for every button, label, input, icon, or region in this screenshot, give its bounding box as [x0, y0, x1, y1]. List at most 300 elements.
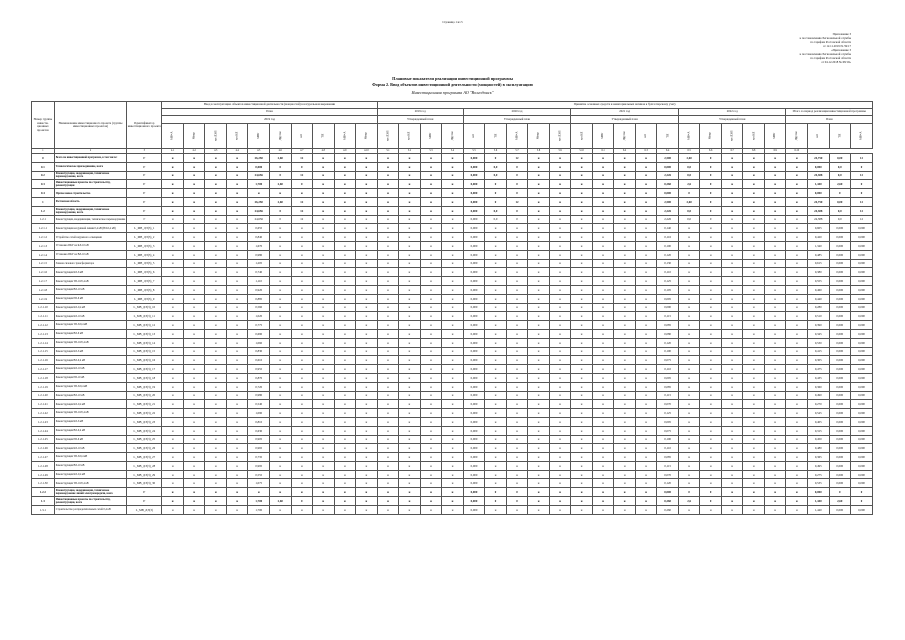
table-row [32, 321, 873, 330]
row-value-cell: 0,390 [808, 321, 830, 330]
row-value-cell: н [334, 435, 356, 444]
row-value-cell: н [205, 250, 227, 259]
row-value-cell: н [721, 470, 743, 479]
row-value-cell: н [269, 285, 291, 294]
row-value-cell: н [678, 329, 700, 338]
row-value-cell: н [786, 497, 808, 506]
row-value-cell: н [635, 250, 657, 259]
row-value-cell: н [420, 197, 442, 206]
row-value-cell: н [334, 426, 356, 435]
row-value-cell: н [592, 329, 614, 338]
table-row [32, 154, 873, 163]
table-row [32, 224, 873, 233]
row-value-cell: 0,000 [463, 303, 485, 312]
row-value-cell: н [743, 338, 765, 347]
row-value-cell: н [721, 215, 743, 224]
row-id-cell: 0.2 [32, 171, 55, 180]
row-value-cell: н [506, 233, 528, 242]
row-value-cell: 0,095 [657, 417, 679, 426]
row-value-cell: н [485, 461, 507, 470]
row-value-cell: н [356, 215, 378, 224]
row-value-cell: н [399, 400, 421, 409]
table-row [32, 453, 873, 462]
row-value-cell: н [743, 197, 765, 206]
row-value-cell: н [313, 505, 335, 514]
row-id-cell: 1.2.1.11 [32, 312, 55, 321]
row-value-cell: н [485, 391, 507, 400]
row-value-cell: н [334, 373, 356, 382]
row-value-cell: н [635, 400, 657, 409]
row-value-cell: н [183, 356, 205, 365]
row-value-cell: н [356, 180, 378, 189]
row-value-cell: н [743, 373, 765, 382]
table-row [32, 329, 873, 338]
row-value-cell: 0,000 [851, 303, 873, 312]
row-value-cell: 0 [269, 215, 291, 224]
row-code-cell: L_МВ_ДЭ(3)_21 [127, 400, 162, 409]
row-value-cell: н [721, 162, 743, 171]
row-value-cell: н [614, 189, 636, 198]
row-value-cell: н [592, 294, 614, 303]
row-value-cell: н [420, 268, 442, 277]
row-value-cell: н [571, 189, 593, 198]
row-value-cell: н [592, 277, 614, 286]
row-value-cell: н [269, 312, 291, 321]
row-value-cell: н [377, 409, 399, 418]
row-value-cell: н [721, 312, 743, 321]
row-value-cell: 0,140 [657, 224, 679, 233]
row-code-cell: L_МВ_ДЭ(3)_8 [127, 285, 162, 294]
row-value-cell: н [162, 382, 184, 391]
row-value-cell: н [377, 470, 399, 479]
row-value-cell: н [614, 233, 636, 242]
row-value-cell: 0,000 [657, 488, 679, 497]
row-code-cell: L_МВ_ДЭ(3)_4 [127, 250, 162, 259]
header-year-2019: 2019 год [377, 109, 463, 116]
row-value-cell: н [377, 197, 399, 206]
row-value-cell: н [743, 259, 765, 268]
row-value-cell: 24,388 [808, 171, 830, 180]
row-value-cell: н [442, 206, 464, 215]
row-value-cell: н [399, 259, 421, 268]
row-value-cell: н [635, 347, 657, 356]
row-value-cell: 1,110 [248, 277, 270, 286]
row-value-cell: 0,000 [463, 268, 485, 277]
row-value-cell: н [313, 426, 335, 435]
row-value-cell: н [205, 162, 227, 171]
row-value-cell: н [269, 338, 291, 347]
row-value-cell: н [635, 444, 657, 453]
row-value-cell: 0,450 [808, 435, 830, 444]
row-value-cell: 1,205 [248, 259, 270, 268]
row-value-cell: н [162, 250, 184, 259]
row-value-cell: н [442, 285, 464, 294]
row-value-cell: н [420, 365, 442, 374]
row-value-cell: н [377, 241, 399, 250]
row-value-cell: 1,440 [808, 505, 830, 514]
row-value-cell: н [162, 259, 184, 268]
row-value-cell: 0,0 [485, 206, 507, 215]
row-value-cell: н [635, 356, 657, 365]
row-value-cell: н [678, 241, 700, 250]
row-value-cell: н [420, 347, 442, 356]
row-value-cell: 0 [485, 154, 507, 163]
row-value-cell: н [571, 435, 593, 444]
row-value-cell: н [786, 479, 808, 488]
header-project-name: Наименование инвестиционного проекта (группы инвестиционных проектов) [54, 102, 126, 149]
table-row [32, 206, 873, 215]
row-value-cell: 0,115 [657, 461, 679, 470]
table-row [32, 391, 873, 400]
header-column-number: 5.6 [485, 149, 507, 154]
row-value-cell: н [269, 382, 291, 391]
row-code-cell: L_МВ_ДЭ(3)_11 [127, 312, 162, 321]
row-value-cell: н [678, 224, 700, 233]
row-value-cell: н [764, 435, 786, 444]
row-value-cell: н [635, 154, 657, 163]
row-value-cell: н [356, 303, 378, 312]
row-value-cell: н [205, 470, 227, 479]
row-value-cell: н [356, 426, 378, 435]
row-value-cell: н [291, 285, 313, 294]
header-unit: ТП [829, 124, 851, 149]
row-value-cell: н [226, 497, 248, 506]
row-value-cell: н [614, 409, 636, 418]
row-value-cell: н [420, 356, 442, 365]
row-name-cell: Реконструкция РП-10 кВ [54, 373, 126, 382]
row-value-cell: н [334, 162, 356, 171]
row-value-cell: 24,388 [808, 215, 830, 224]
row-value-cell: н [162, 224, 184, 233]
row-value-cell: н [549, 488, 571, 497]
row-value-cell: 0,530 [808, 338, 830, 347]
row-value-cell: н [614, 505, 636, 514]
row-value-cell: н [442, 154, 464, 163]
row-value-cell: н [786, 373, 808, 382]
row-value-cell: 0,0 [829, 215, 851, 224]
row-value-cell: 0 [485, 180, 507, 189]
row-id-cell: 1.2.1.19 [32, 382, 55, 391]
row-value-cell: н [226, 312, 248, 321]
row-value-cell: н [205, 391, 227, 400]
row-value-cell: 0,000 [463, 461, 485, 470]
row-value-cell: 0,0 [678, 162, 700, 171]
row-value-cell: н [592, 479, 614, 488]
row-value-cell: 0,000 [657, 189, 679, 198]
table-row [32, 215, 873, 224]
row-value-cell: 0,000 [829, 409, 851, 418]
row-value-cell: н [764, 303, 786, 312]
header-year-2020: 2020 год [463, 109, 571, 116]
row-value-cell: н [162, 373, 184, 382]
row-value-cell: н [721, 189, 743, 198]
row-value-cell: н [528, 250, 550, 259]
row-value-cell: н [420, 373, 442, 382]
row-value-cell: н [442, 189, 464, 198]
row-value-cell: н [592, 461, 614, 470]
row-value-cell: н [678, 417, 700, 426]
row-name-cell: Установка ПКУ на ВЛ-10 кВ [54, 250, 126, 259]
row-name-cell: Реконструкция КЛ-6 кВ [54, 347, 126, 356]
row-value-cell: н [614, 365, 636, 374]
row-value-cell: н [571, 391, 593, 400]
row-value-cell: н [764, 461, 786, 470]
row-value-cell: н [549, 303, 571, 312]
row-value-cell: н [183, 241, 205, 250]
row-value-cell: 0,270 [808, 400, 830, 409]
row-value-cell: н [743, 180, 765, 189]
row-value-cell: 0,980 [248, 250, 270, 259]
row-value-cell: н [571, 426, 593, 435]
row-value-cell: н [313, 215, 335, 224]
header-year-2021: 2021 год [571, 109, 679, 116]
row-value-cell: н [549, 497, 571, 506]
row-value-cell: н [205, 171, 227, 180]
row-value-cell: н [592, 154, 614, 163]
row-value-cell: 0,260 [657, 180, 679, 189]
row-value-cell: н [226, 233, 248, 242]
row-value-cell: н [399, 233, 421, 242]
row-value-cell: н [721, 505, 743, 514]
row-value-cell: н [635, 303, 657, 312]
row-value-cell: н [291, 400, 313, 409]
row-value-cell: н [721, 356, 743, 365]
header-column-number: 4.6 [269, 149, 291, 154]
row-value-cell: 0,365 [808, 453, 830, 462]
row-value-cell: 0 [506, 206, 528, 215]
row-value-cell: н [678, 303, 700, 312]
row-value-cell: н [635, 488, 657, 497]
row-value-cell: н [162, 400, 184, 409]
row-value-cell: 0,415 [808, 347, 830, 356]
row-value-cell: н [334, 505, 356, 514]
row-value-cell: н [399, 365, 421, 374]
row-value-cell: н [291, 224, 313, 233]
row-value-cell: н [420, 215, 442, 224]
row-value-cell: н [614, 171, 636, 180]
row-value-cell: 0,000 [851, 461, 873, 470]
annex-line: от 12.11.2019 № 59/17 [822, 44, 851, 48]
row-value-cell: н [786, 294, 808, 303]
table-row [32, 488, 873, 497]
row-value-cell: н [205, 259, 227, 268]
row-value-cell: 12 [291, 215, 313, 224]
row-value-cell: н [528, 409, 550, 418]
row-value-cell: 0,000 [463, 233, 485, 242]
row-value-cell: 12 [506, 154, 528, 163]
row-value-cell: н [528, 312, 550, 321]
row-value-cell: н [313, 189, 335, 198]
row-value-cell: н [313, 365, 335, 374]
row-value-cell: 0,000 [463, 347, 485, 356]
header-unit: ТП [657, 124, 679, 149]
row-name-cell: Реконструкция ВЛ-6 кВ [54, 329, 126, 338]
row-value-cell: н [399, 409, 421, 418]
row-value-cell: н [313, 382, 335, 391]
row-value-cell: н [183, 470, 205, 479]
row-value-cell: н [506, 285, 528, 294]
row-value-cell: 12 [851, 154, 873, 163]
row-value-cell: н [269, 233, 291, 242]
row-value-cell: 12 [851, 215, 873, 224]
row-value-cell: н [528, 162, 550, 171]
row-value-cell: н [571, 382, 593, 391]
row-value-cell: н [269, 373, 291, 382]
row-name-cell: Реконструкция КЛ-6 кВ [54, 417, 126, 426]
row-value-cell: н [226, 382, 248, 391]
row-value-cell: н [313, 259, 335, 268]
row-code-cell: L_МВ_ДЭ(3)_16 [127, 356, 162, 365]
row-value-cell: 1,075 [248, 479, 270, 488]
row-name-cell: Реконструкция КЛ-6 кВ [54, 268, 126, 277]
row-value-cell: н [226, 435, 248, 444]
row-value-cell: 0,000 [829, 329, 851, 338]
row-value-cell: 0 [506, 171, 528, 180]
row-value-cell: н [356, 294, 378, 303]
row-value-cell: 0,000 [463, 259, 485, 268]
row-value-cell: 0,655 [248, 224, 270, 233]
row-value-cell: н [377, 373, 399, 382]
row-value-cell: 0,810 [248, 417, 270, 426]
row-value-cell: н [162, 197, 184, 206]
row-value-cell: н [592, 417, 614, 426]
row-value-cell: н [678, 233, 700, 242]
table-row [32, 400, 873, 409]
row-value-cell: н [442, 197, 464, 206]
row-value-cell: н [592, 391, 614, 400]
row-value-cell: н [528, 329, 550, 338]
row-value-cell: н [592, 180, 614, 189]
header-accounting: Принятие основных средств и нематериальных активов к бухгалтерскому учету [377, 102, 872, 109]
row-value-cell: 0,000 [829, 303, 851, 312]
row-value-cell: н [162, 268, 184, 277]
row-value-cell: н [528, 233, 550, 242]
row-value-cell: 0,085 [657, 382, 679, 391]
row-value-cell: 2,226 [657, 215, 679, 224]
row-value-cell: н [528, 356, 550, 365]
row-value-cell: н [420, 312, 442, 321]
row-value-cell: н [592, 259, 614, 268]
row-value-cell: н [721, 268, 743, 277]
row-value-cell: 0,0 [678, 215, 700, 224]
row-value-cell: н [721, 453, 743, 462]
row-value-cell: н [183, 180, 205, 189]
row-value-cell: н [183, 206, 205, 215]
row-value-cell: н [399, 497, 421, 506]
row-value-cell: н [226, 250, 248, 259]
row-value-cell: н [334, 206, 356, 215]
row-value-cell: н [549, 277, 571, 286]
row-value-cell: н [183, 321, 205, 330]
row-value-cell: н [291, 417, 313, 426]
row-value-cell: н [269, 505, 291, 514]
row-value-cell: н [356, 321, 378, 330]
row-value-cell: н [420, 259, 442, 268]
row-value-cell: 0,000 [851, 426, 873, 435]
row-value-cell: н [786, 189, 808, 198]
row-value-cell: н [528, 470, 550, 479]
row-value-cell: н [377, 444, 399, 453]
row-value-cell: 0,0 [485, 215, 507, 224]
row-name-cell: Реконструкция воздушной линии 0,4 кВ (ВЛ-0,4 кВ) [54, 224, 126, 233]
row-value-cell: н [377, 250, 399, 259]
row-code-cell: L_МВ_ДЭ(3)_29 [127, 470, 162, 479]
row-value-cell: н [764, 162, 786, 171]
row-value-cell: н [549, 426, 571, 435]
row-value-cell: н [485, 444, 507, 453]
row-id-cell: 1.2.1.15 [32, 347, 55, 356]
row-value-cell: н [420, 470, 442, 479]
row-value-cell: н [377, 382, 399, 391]
row-value-cell: н [420, 250, 442, 259]
row-value-cell: н [183, 285, 205, 294]
row-value-cell: 0,630 [248, 426, 270, 435]
row-value-cell: н [183, 312, 205, 321]
row-value-cell: н [205, 426, 227, 435]
row-value-cell: 0,305 [808, 356, 830, 365]
row-id-cell: 1.2.1.16 [32, 356, 55, 365]
row-value-cell: н [635, 338, 657, 347]
row-value-cell: н [377, 268, 399, 277]
row-value-cell: н [549, 321, 571, 330]
row-value-cell: н [571, 409, 593, 418]
row-value-cell: н [420, 497, 442, 506]
row-value-cell: 0,490 [808, 391, 830, 400]
table-row [32, 497, 873, 506]
header-column-number: 4.7 [291, 149, 313, 154]
table-row [32, 409, 873, 418]
row-value-cell: 0,000 [851, 250, 873, 259]
row-value-cell: н [528, 224, 550, 233]
row-value-cell: н [334, 338, 356, 347]
row-value-cell: н [721, 294, 743, 303]
row-value-cell: н [356, 250, 378, 259]
row-value-cell: н [764, 224, 786, 233]
row-value-cell: н [162, 303, 184, 312]
row-value-cell: н [571, 285, 593, 294]
row-value-cell: н [442, 250, 464, 259]
row-value-cell: 0 [485, 189, 507, 198]
row-value-cell: н [377, 505, 399, 514]
row-value-cell: н [700, 461, 722, 470]
row-code-cell: L_МВ_ДЭ(3)_24 [127, 426, 162, 435]
row-value-cell: 0,000 [851, 233, 873, 242]
row-value-cell: н [549, 382, 571, 391]
row-value-cell: н [700, 382, 722, 391]
row-value-cell: 0,000 [808, 189, 830, 198]
row-value-cell: н [399, 197, 421, 206]
row-value-cell: н [442, 303, 464, 312]
table-row [32, 162, 873, 171]
row-value-cell: 0,000 [463, 277, 485, 286]
row-value-cell: н [571, 303, 593, 312]
row-value-cell: н [528, 154, 550, 163]
row-value-cell: 12 [291, 171, 313, 180]
header-project-code: Идентификатор инвестиционного проекта [127, 102, 162, 149]
row-value-cell: н [162, 285, 184, 294]
row-code-cell: Г [127, 215, 162, 224]
header-approved-plan: Утвержденный план [571, 116, 679, 124]
row-value-cell: 0,000 [851, 382, 873, 391]
header-group-id: Номер группы инвести-ционных проектов [32, 102, 55, 149]
row-name-cell: Реконструкция ТП-6/0,4 кВ [54, 321, 126, 330]
row-id-cell: 1.2.1.13 [32, 329, 55, 338]
header-total-plan: План [786, 116, 873, 124]
row-value-cell: н [614, 259, 636, 268]
row-value-cell: н [549, 215, 571, 224]
row-value-cell: 1,060 [248, 338, 270, 347]
row-value-cell: 0,000 [829, 417, 851, 426]
